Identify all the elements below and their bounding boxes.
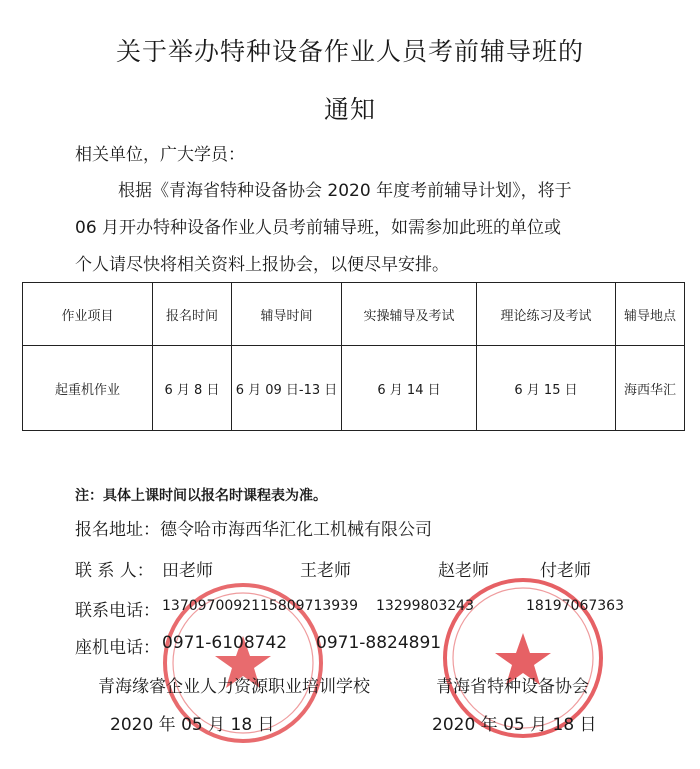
table-cell: 6 月 8 日 bbox=[153, 346, 232, 431]
signature-date-right: 2020 年 05 月 18 日 bbox=[432, 715, 597, 735]
phone-number: 13299803243 bbox=[376, 598, 474, 614]
table-row bbox=[23, 346, 685, 431]
contact-person: 王老师 bbox=[300, 561, 351, 581]
note-text: 注：具体上课时间以报名时课程表为准。 bbox=[75, 488, 327, 504]
address-label: 报名地址： bbox=[75, 520, 160, 540]
contact-person: 田老师 bbox=[162, 561, 213, 581]
contact-person-label: 联 系 人： bbox=[75, 561, 154, 581]
table-cell: 6 月 09 日-13 日 bbox=[232, 346, 342, 431]
phone-number: 18197067363 bbox=[526, 598, 624, 614]
schedule-table bbox=[22, 282, 685, 431]
table-header: 理论练习及考试 bbox=[477, 283, 616, 346]
table-cell: 6 月 14 日 bbox=[342, 346, 477, 431]
document-title: 关于举办特种设备作业人员考前辅导班的 bbox=[115, 37, 584, 66]
phone-number: 13709700921 bbox=[162, 598, 260, 614]
table-cell: 6 月 15 日 bbox=[477, 346, 616, 431]
table-header-row bbox=[23, 283, 685, 346]
landline-label: 座机电话： bbox=[75, 638, 160, 658]
address-row bbox=[75, 515, 432, 540]
body-line-2: 06 月开办特种设备作业人员考前辅导班，如需参加此班的单位或 bbox=[75, 218, 562, 238]
table-cell: 海西华汇 bbox=[616, 346, 685, 431]
document-title-line2: 通知 bbox=[323, 95, 376, 124]
contact-person: 赵老师 bbox=[438, 561, 489, 581]
phone-label: 联系电话： bbox=[75, 601, 160, 621]
signature-org-right: 青海省特种设备协会 bbox=[436, 677, 589, 697]
address-value: 德令哈市海西华汇化工机械有限公司 bbox=[160, 520, 432, 540]
landline-number: 0971-8824891 bbox=[316, 633, 442, 653]
contact-person: 付老师 bbox=[540, 561, 591, 581]
table-header: 实操辅导及考试 bbox=[342, 283, 477, 346]
signature-org-left: 青海缘睿企业人力资源职业培训学校 bbox=[98, 677, 370, 697]
landline-number: 0971-6108742 bbox=[162, 633, 288, 653]
phone-number: 15809713939 bbox=[260, 598, 358, 614]
table-header: 辅导时间 bbox=[232, 283, 342, 346]
table-header: 报名时间 bbox=[153, 283, 232, 346]
body-line-3: 个人请尽快将相关资料上报协会，以便尽早安排。 bbox=[75, 255, 449, 275]
table-header: 作业项目 bbox=[23, 283, 153, 346]
table-cell: 起重机作业 bbox=[23, 346, 153, 431]
signature-date-left: 2020 年 05 月 18 日 bbox=[110, 715, 275, 735]
body-line-1: 根据《青海省特种设备协会 2020 年度考前辅导计划》，将于 bbox=[118, 181, 572, 201]
table-header: 辅导地点 bbox=[616, 283, 685, 346]
salutation: 相关单位，广大学员： bbox=[75, 145, 245, 165]
